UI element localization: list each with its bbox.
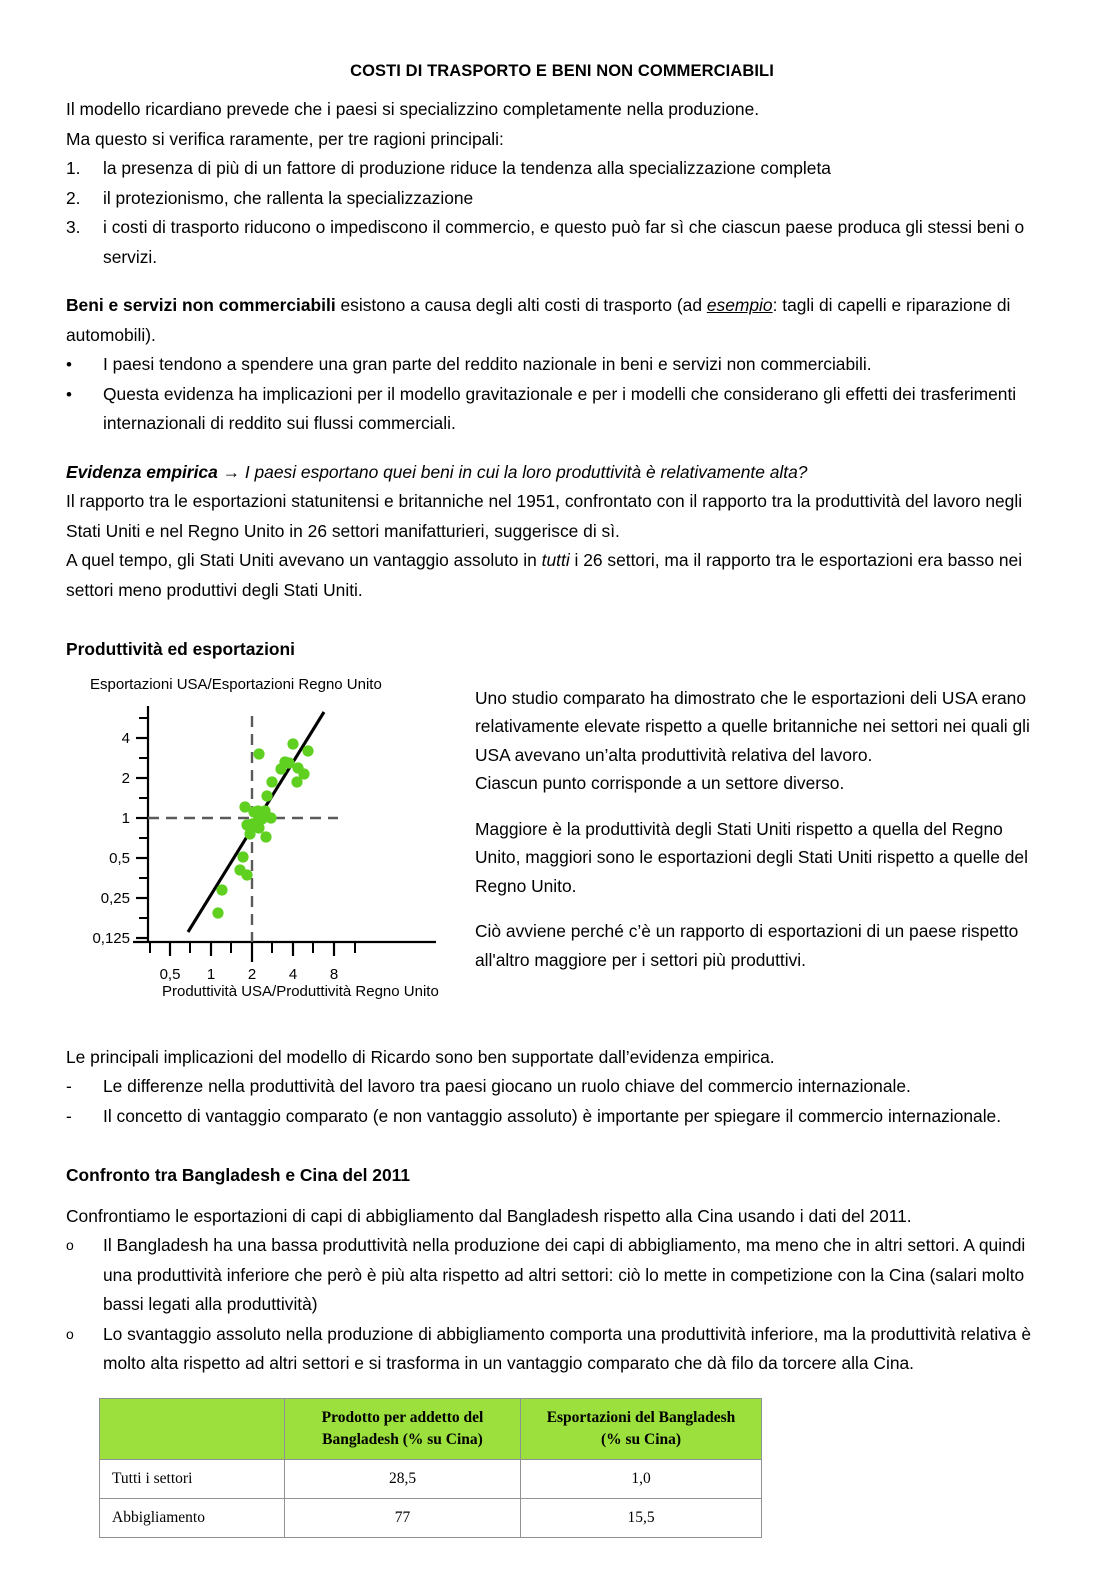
bullet-icon: • — [66, 384, 72, 404]
header-line: Bangladesh (% su Cina) — [322, 1430, 483, 1448]
chart-x-major-ticks — [170, 942, 334, 962]
figure-side-text — [475, 684, 1035, 975]
table-cell-value: 1,0 — [521, 1459, 762, 1498]
page-title: COSTI DI TRASPORTO E BENI NON COMMERCIABILI — [350, 62, 774, 80]
bangladesh-china-table — [99, 1398, 762, 1538]
table-col-header-product — [285, 1398, 521, 1459]
data-point — [261, 790, 272, 801]
list-item-text: Il Bangladesh ha una bassa produttività nella produzione dei capi di abbigliamento, ma meno che in altri settori. A quindi una produttività inferiore che però è più alta rispetto ad altri settori: ciò lo mette in competizione con la Cina (salari molto bassi legati alla produttività) — [103, 1235, 1026, 1314]
list-marker: o — [66, 1237, 74, 1253]
side-paragraph: Uno studio comparato ha dimostrato che le esportazioni deli USA erano relativamente elevate rispetto a quelle britanniche nei settori nei quali gli USA avevano un’alta produttività relativa del lavoro. — [475, 687, 1030, 765]
data-point — [237, 851, 248, 862]
nontradables-lead — [66, 291, 1058, 350]
nontradables-lead-rest-a: esistono a causa degli alti costi di trasporto (ad — [335, 295, 707, 315]
list-item — [66, 184, 1058, 214]
data-point — [260, 831, 271, 842]
list-item-text: la presenza di più di un fattore di produzione riduce la tendenza alla specializzazione completa — [103, 158, 831, 178]
table-header — [100, 1398, 762, 1459]
empirical-paragraph-2 — [66, 546, 1058, 605]
empirical-paragraph-1: Il rapporto tra le esportazioni statunitensi e britanniche nel 1951, confrontato con il rapporto tra la produttività del lavoro negli Stati Uniti e nel Regno Unito in 26 settori manifatturieri, suggerisce di sì. — [66, 491, 1023, 541]
list-marker: 1. — [66, 158, 81, 178]
list-item — [66, 213, 1058, 272]
figure-section-heading: Produttività ed esportazioni — [66, 639, 295, 659]
table-row-label: Tutti i settori — [100, 1459, 285, 1498]
document-content — [66, 62, 1058, 1538]
table-cell-value: 15,5 — [521, 1498, 762, 1537]
x-ticklabel: 2 — [247, 965, 257, 983]
list-item — [66, 1102, 1058, 1132]
data-point — [212, 907, 223, 918]
implications-list — [66, 1072, 1058, 1131]
chart-plot-area — [78, 694, 478, 994]
nontradables-lead-underline: esempio — [706, 295, 773, 315]
list-item-text: Il concetto di vantaggio comparato (e non vantaggio assoluto) è importante per spiegare il commercio internazionale. — [103, 1105, 1002, 1126]
empirical-p2-b: i 26 settori, ma il rapporto tra le esportazioni era basso nei settori meno produttivi degli Stati Uniti. — [66, 550, 1023, 600]
list-marker: 3. — [66, 217, 81, 237]
table-row — [100, 1459, 762, 1498]
side-paragraph: Ciascun punto corrisponde a un settore diverso. — [475, 773, 845, 793]
table-corner-cell — [100, 1398, 285, 1459]
chart-x-axis-title: Produttività USA/Produttività Regno Unito — [162, 982, 439, 1000]
list-item-text: I paesi tendono a spendere una gran parte del reddito nazionale in beni e servizi non commerciabili. — [103, 354, 872, 374]
list-marker: 2. — [66, 187, 81, 208]
list-item-text: Le differenze nella produttività del lavoro tra paesi giocano un ruolo chiave del commercio internazionale. — [103, 1076, 911, 1096]
chart-x-ticklabels — [160, 966, 339, 983]
nontradables-bullets — [66, 350, 1058, 439]
list-item — [66, 1320, 1058, 1379]
comparison-heading: Confronto tra Bangladesh e Cina del 2011 — [66, 1165, 411, 1185]
productivity-exports-chart — [78, 676, 478, 1016]
header-line: Esportazioni del Bangladesh — [546, 1408, 736, 1426]
table-header-row — [100, 1398, 762, 1459]
chart-scatter-points — [212, 738, 313, 918]
y-ticklabel: 0,125 — [92, 929, 130, 947]
list-item-text: il protezionismo, che rallenta la specializzazione — [103, 187, 474, 208]
x-ticklabel: 1 — [206, 965, 216, 983]
nontradables-lead-bold: Beni e servizi non commerciabili — [66, 295, 336, 315]
side-paragraph: Ciò avviene perché c’è un rapporto di esportazioni di un paese rispetto all'altro maggiore per i settori più produttivi. — [475, 921, 1019, 970]
table-row — [100, 1498, 762, 1537]
list-item-text: Questa evidenza ha implicazioni per il modello gravitazionale e per i modelli che considerano gli effetti dei trasferimenti internazionali di reddito sui flussi commerciali. — [103, 383, 1017, 433]
data-point — [239, 801, 250, 812]
comparison-lead: Confrontiamo le esportazioni di capi di abbigliamento dal Bangladesh rispetto alla Cina usando i dati del 2011. — [66, 1205, 912, 1226]
figure-block — [66, 676, 1058, 1024]
implications-lead: Le principali implicazioni del modello di Ricardo sono ben supportate dall’evidenza empirica. — [66, 1046, 775, 1067]
list-item-text: Lo svantaggio assoluto nella produzione di abbigliamento comporta una produttività inferiore, ma la produttività relativa è molto alta rispetto ad altri settori e si trasforma in un vantaggio comparato che dà filo da torcere alla Cina. — [103, 1323, 1032, 1373]
intro-line-1: Il modello ricardiano prevede che i paesi si specializzino completamente nella produzione. — [66, 99, 760, 119]
table-cell-value: 77 — [285, 1498, 521, 1537]
y-ticklabel: 0,5 — [109, 849, 130, 867]
table-row-label: Abbigliamento — [100, 1498, 285, 1537]
nontradables-lead-rest-b: : tagli di capelli e riparazione di automobili). — [66, 295, 1011, 345]
empirical-heading — [66, 458, 1058, 488]
list-item — [66, 1231, 1058, 1320]
chart-y-axis-title: Esportazioni USA/Esportazioni Regno Unito — [90, 675, 382, 693]
side-paragraph: Maggiore è la produttività degli Stati Uniti rispetto a quella del Regno Unito, maggiori sono le esportazioni degli Stati Uniti rispetto a quelle del Regno Unito. — [475, 818, 1028, 896]
intro-line-2: Ma questo si verifica raramente, per tre ragioni principali: — [66, 128, 504, 149]
empirical-p2-a: A quel tempo, gli Stati Uniti avevano un vantaggio assoluto in — [66, 550, 542, 570]
y-ticklabel: 4 — [121, 729, 130, 747]
y-ticklabel: 2 — [121, 769, 130, 787]
y-ticklabel: 0,25 — [100, 889, 130, 907]
x-ticklabel: 8 — [329, 965, 339, 983]
list-marker: - — [66, 1105, 72, 1126]
list-marker: o — [66, 1325, 74, 1342]
empirical-p2-italic: tutti — [541, 550, 570, 570]
bullet-icon: • — [66, 355, 72, 374]
data-point — [265, 812, 276, 823]
table-body — [100, 1459, 762, 1537]
data-point — [241, 869, 252, 880]
list-item — [66, 380, 1058, 439]
list-item — [66, 1072, 1058, 1102]
data-point — [298, 768, 309, 779]
list-marker: - — [66, 1076, 72, 1096]
list-item-text: i costi di trasporto riducono o impediscono il commercio, e questo può far sì che ciascun paese produca gli stessi beni o servizi. — [103, 217, 1025, 267]
table-col-header-exports — [521, 1398, 762, 1459]
chart-y-ticklabels — [92, 730, 130, 947]
empirical-heading-question: I paesi esportano quei beni in cui la loro produttività è relativamente alta? — [244, 461, 808, 482]
x-ticklabel: 0,5 — [159, 965, 181, 983]
reasons-list — [66, 154, 1058, 272]
list-item — [66, 154, 1058, 184]
header-line: (% su Cina) — [600, 1430, 682, 1448]
empirical-heading-bold: Evidenza empirica — [66, 461, 218, 482]
x-ticklabel: 4 — [288, 965, 298, 983]
table-cell-value: 28,5 — [285, 1459, 521, 1498]
data-point — [216, 884, 227, 895]
list-item — [66, 350, 1058, 380]
data-point — [302, 745, 313, 756]
data-point — [287, 738, 298, 749]
data-point — [266, 776, 277, 787]
comparison-list — [66, 1231, 1058, 1379]
y-ticklabel: 1 — [121, 809, 130, 827]
arrow-icon: → — [217, 461, 245, 482]
header-line: Prodotto per addetto del — [321, 1408, 484, 1426]
data-point — [253, 748, 264, 759]
